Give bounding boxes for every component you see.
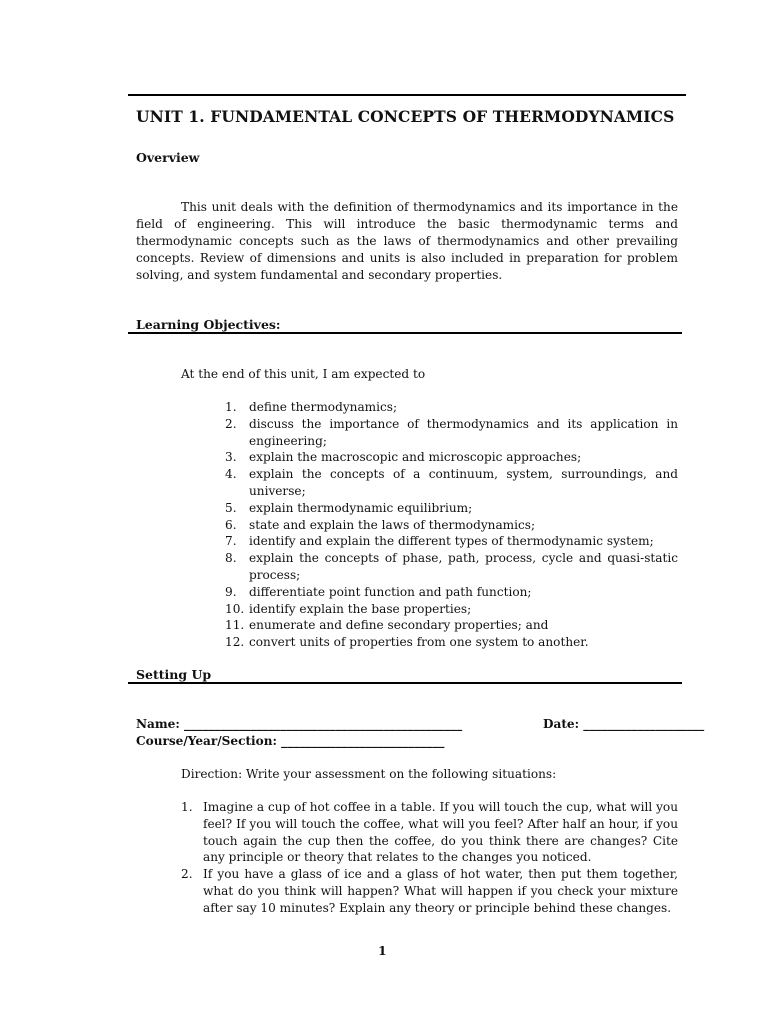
objective-item xyxy=(225,617,678,634)
objective-item-number: 7. xyxy=(225,534,237,549)
objective-item xyxy=(225,449,678,466)
learning-objectives-heading: Learning Objectives: xyxy=(136,317,281,332)
objective-item xyxy=(225,533,678,550)
objective-item xyxy=(225,466,678,500)
overview-paragraph: This unit deals with the definition of thermodynamics and its importance in the field of engineering. This will introduce the basic thermodynamic terms and thermodynamic concepts such as the laws of thermodynamics and other prevailing concepts. Review of dimensions and units is also included in preparation for problem solving, and system fundamental and secondary properties. xyxy=(136,200,678,282)
objectives-intro: At the end of this unit, I am expected to xyxy=(181,367,426,381)
objectives-rule xyxy=(128,332,682,334)
page-number: 1 xyxy=(378,943,387,958)
objectives-list xyxy=(225,399,678,651)
setting-up-heading: Setting Up xyxy=(136,667,212,682)
objective-item-number: 10. xyxy=(225,601,245,616)
objective-item-text: state and explain the laws of thermodynamics; xyxy=(249,517,536,532)
situations-list xyxy=(181,799,678,917)
direction-text: Direction: Write your assessment on the following situations: xyxy=(181,767,557,781)
objective-item xyxy=(225,550,678,584)
situation-item-text: If you have a glass of ice and a glass of hot water, then put them together, what do you think will happen? What will happen if you check your mixture after say 10 minutes? Explain any theory or principle behind these changes. xyxy=(203,867,678,915)
objective-item-text: enumerate and define secondary properties; and xyxy=(249,618,549,633)
objective-item-text: explain the macroscopic and microscopic approaches; xyxy=(249,450,582,465)
objective-item-number: 11. xyxy=(225,618,245,633)
course-year-section-field: Course/Year/Section: ___________________________ xyxy=(136,734,445,748)
date-field: Date: ____________________ xyxy=(543,717,705,731)
objective-item-text: explain the concepts of phase, path, process, cycle and quasi-static process; xyxy=(249,551,678,582)
objective-item xyxy=(225,399,678,416)
objective-item-number: 3. xyxy=(225,450,237,465)
situation-item-number: 1. xyxy=(181,800,193,814)
objective-item-number: 1. xyxy=(225,400,237,414)
name-field: Name: ______________________________________________ xyxy=(136,717,463,731)
objective-item-text: explain thermodynamic equilibrium; xyxy=(249,500,473,515)
objective-item-number: 6. xyxy=(225,517,237,532)
objective-item-text: identify and explain the different types of thermodynamic system; xyxy=(249,534,654,549)
situation-item xyxy=(181,866,678,916)
objective-item xyxy=(225,584,678,601)
objective-item xyxy=(225,416,678,450)
situation-item-number: 2. xyxy=(181,867,193,882)
objective-item-number: 12. xyxy=(225,635,245,650)
objective-item-text: define thermodynamics; xyxy=(249,400,398,414)
setting-up-rule xyxy=(128,682,682,684)
objective-item-text: differentiate point function and path function; xyxy=(249,584,532,599)
objective-item-text: identify explain the base properties; xyxy=(249,601,472,616)
objective-item-number: 2. xyxy=(225,416,237,431)
overview-heading: Overview xyxy=(136,150,200,165)
objective-item-number: 5. xyxy=(225,500,237,515)
objective-item xyxy=(225,517,678,534)
unit-title: UNIT 1. FUNDAMENTAL CONCEPTS OF THERMODYNAMICS xyxy=(136,107,675,126)
objective-item-text: discuss the importance of thermodynamics and its application in engineering; xyxy=(249,416,678,448)
objective-item-number: 4. xyxy=(225,467,237,482)
objective-item-text: convert units of properties from one system to another. xyxy=(249,635,589,650)
objective-item-text: explain the concepts of a continuum, system, surroundings, and universe; xyxy=(249,467,678,498)
objective-item xyxy=(225,601,678,618)
objective-item xyxy=(225,500,678,517)
objective-item xyxy=(225,634,678,651)
objective-item-number: 9. xyxy=(225,584,237,599)
situation-item-text: Imagine a cup of hot coffee in a table. If you will touch the cup, what will you feel? If you will touch the coffee, what will you feel? After half an hour, if you touch again the cup then the coffee, do you think there are changes? Cite any principle or theory that relates to the changes you noticed. xyxy=(203,800,678,865)
objective-item-number: 8. xyxy=(225,551,237,566)
situation-item xyxy=(181,799,678,866)
top-rule xyxy=(128,94,686,96)
